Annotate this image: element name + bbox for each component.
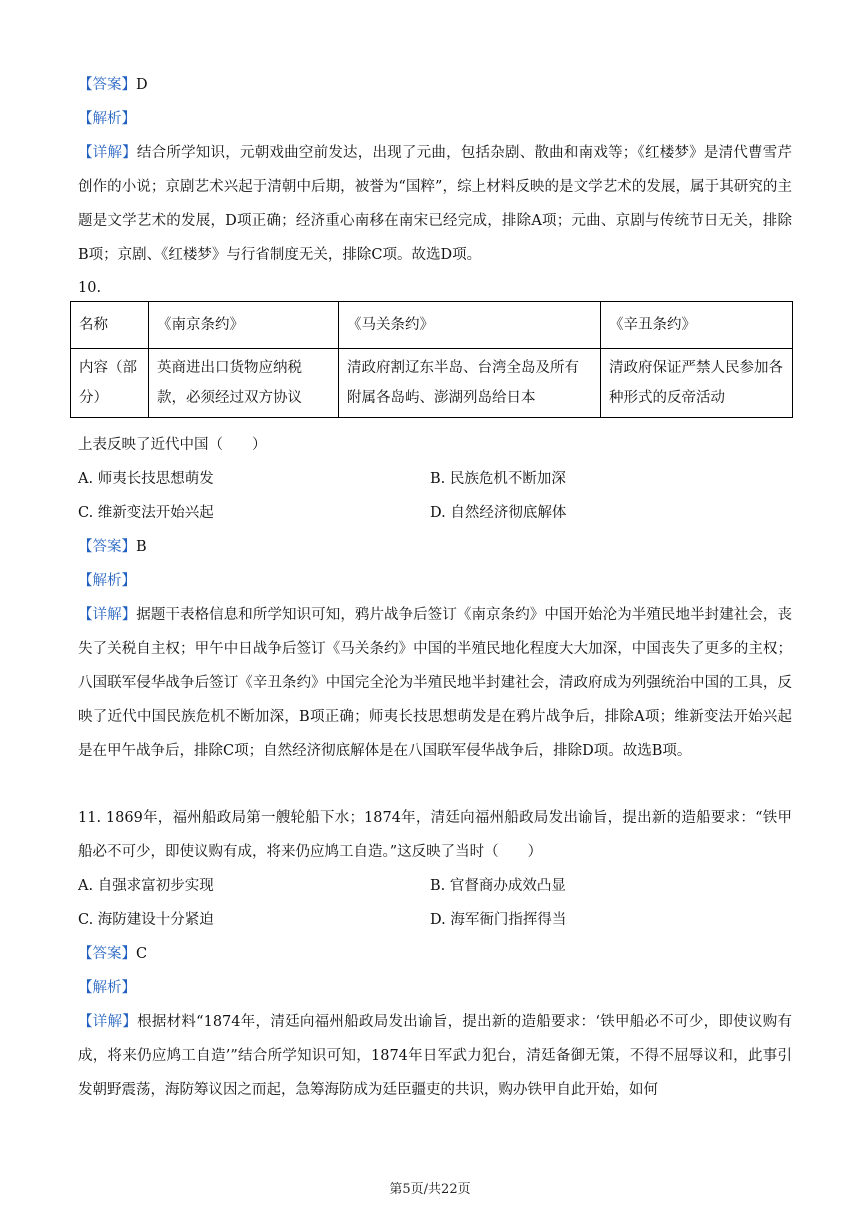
q9-analysis bbox=[78, 102, 792, 136]
table-row bbox=[71, 349, 793, 418]
answer-value: D bbox=[136, 77, 148, 93]
q10-table bbox=[70, 301, 793, 418]
table-cell: 《辛丑条约》 bbox=[601, 302, 793, 349]
table-cell: 名称 bbox=[71, 302, 149, 349]
option-d: D. 海军衙门指挥得当 bbox=[430, 912, 567, 928]
q11-detail bbox=[78, 1005, 792, 1107]
q10-options bbox=[78, 462, 792, 530]
option-b: B. 官督商办成效凸显 bbox=[430, 878, 566, 894]
detail-text: 根据材料“1874年，清廷向福州船政局发出谕旨，提出新的造船要求：‘铁甲船必不可少，即使议购有成，将来仍应鸠工自造’”结合所学知识可知，1874年日军武力犯台，清廷备御无策，不得不屈辱议和，此事引发朝野震荡，海防筹议因之而起，急筹海防成为廷臣疆吏的共识，购办铁甲自此开始，如何 bbox=[78, 1014, 792, 1098]
q9-detail bbox=[78, 136, 792, 272]
q11-stem: 11. 1869年，福州船政局第一艘轮船下水；1874年，清廷向福州船政局发出谕旨，提出新的造船要求：“铁甲船必不可少，即使议购有成，将来仍应鸠工自造。”这反映了当时（ ） bbox=[78, 810, 792, 860]
option-b: B. 民族危机不断加深 bbox=[430, 471, 566, 487]
analysis-tag: 【解析】 bbox=[78, 980, 136, 996]
q10-number: 10. bbox=[78, 280, 102, 296]
page-footer: 第5页/共22页 bbox=[389, 1182, 471, 1197]
analysis-tag: 【解析】 bbox=[78, 573, 136, 589]
answer-tag: 【答案】 bbox=[78, 77, 136, 93]
option-a: A. 自强求富初步实现 bbox=[78, 878, 214, 894]
table-cell: 英商进出口货物应纳税款，必须经过双方协议 bbox=[149, 349, 339, 418]
table-header-row bbox=[71, 302, 793, 349]
q11-options bbox=[78, 869, 792, 937]
table-cell: 清政府割辽东半岛、台湾全岛及所有附属各岛屿、澎湖列岛给日本 bbox=[339, 349, 601, 418]
q10-detail bbox=[78, 598, 792, 768]
q10-analysis bbox=[78, 564, 792, 598]
detail-tag: 【详解】 bbox=[78, 145, 137, 161]
answer-value: C bbox=[136, 946, 148, 962]
table-cell: 清政府保证严禁人民参加各种形式的反帝活动 bbox=[601, 349, 793, 418]
q11-answer bbox=[78, 937, 792, 971]
detail-text: 据题干表格信息和所学知识可知，鸦片战争后签订《南京条约》中国开始沦为半殖民地半封建社会，丧失了关税自主权；甲午中日战争后签订《马关条约》中国的半殖民地化程度大大加深，中国丧失了更多的主权；八国联军侵华战争后签订《辛丑条约》中国完全沦为半殖民地半封建社会，清政府成为列强统治中国的工具，反映了近代中国民族危机不断加深，B项正确；师夷长技思想萌发是在鸦片战争后，排除A项；维新变法开始兴起是在甲午战争后，排除C项；自然经济彻底解体是在八国联军侵华战争后，排除D项。故选B项。 bbox=[78, 607, 793, 759]
answer-tag: 【答案】 bbox=[78, 539, 136, 555]
detail-tag: 【详解】 bbox=[78, 607, 137, 623]
q11-analysis bbox=[78, 971, 792, 1005]
detail-text: 结合所学知识，元朝戏曲空前发达，出现了元曲，包括杂剧、散曲和南戏等；《红楼梦》是清代曹雪芹创作的小说；京剧艺术兴起于清朝中后期，被誉为“国粹”，综上材料反映的是文学艺术的发展，属于其研究的主题是文学艺术的发展，D项正确；经济重心南移在南宋已经完成，排除A项；元曲、京剧与传统节日无关，排除B项；京剧、《红楼梦》与行省制度无关，排除C项。故选D项。 bbox=[78, 145, 793, 263]
option-c: C. 维新变法开始兴起 bbox=[78, 505, 214, 521]
q10-answer bbox=[78, 530, 792, 564]
analysis-tag: 【解析】 bbox=[78, 111, 136, 127]
table-cell: 内容（部分） bbox=[71, 349, 149, 418]
answer-tag: 【答案】 bbox=[78, 946, 136, 962]
q10-stem: 上表反映了近代中国（ ） bbox=[78, 437, 267, 453]
option-d: D. 自然经济彻底解体 bbox=[430, 505, 567, 521]
option-a: A. 师夷长技思想萌发 bbox=[78, 471, 214, 487]
detail-tag: 【详解】 bbox=[78, 1014, 138, 1030]
option-c: C. 海防建设十分紧迫 bbox=[78, 912, 214, 928]
q9-answer bbox=[78, 68, 792, 102]
table-cell: 《南京条约》 bbox=[149, 302, 339, 349]
table-cell: 《马关条约》 bbox=[339, 302, 601, 349]
answer-value: B bbox=[136, 539, 147, 555]
